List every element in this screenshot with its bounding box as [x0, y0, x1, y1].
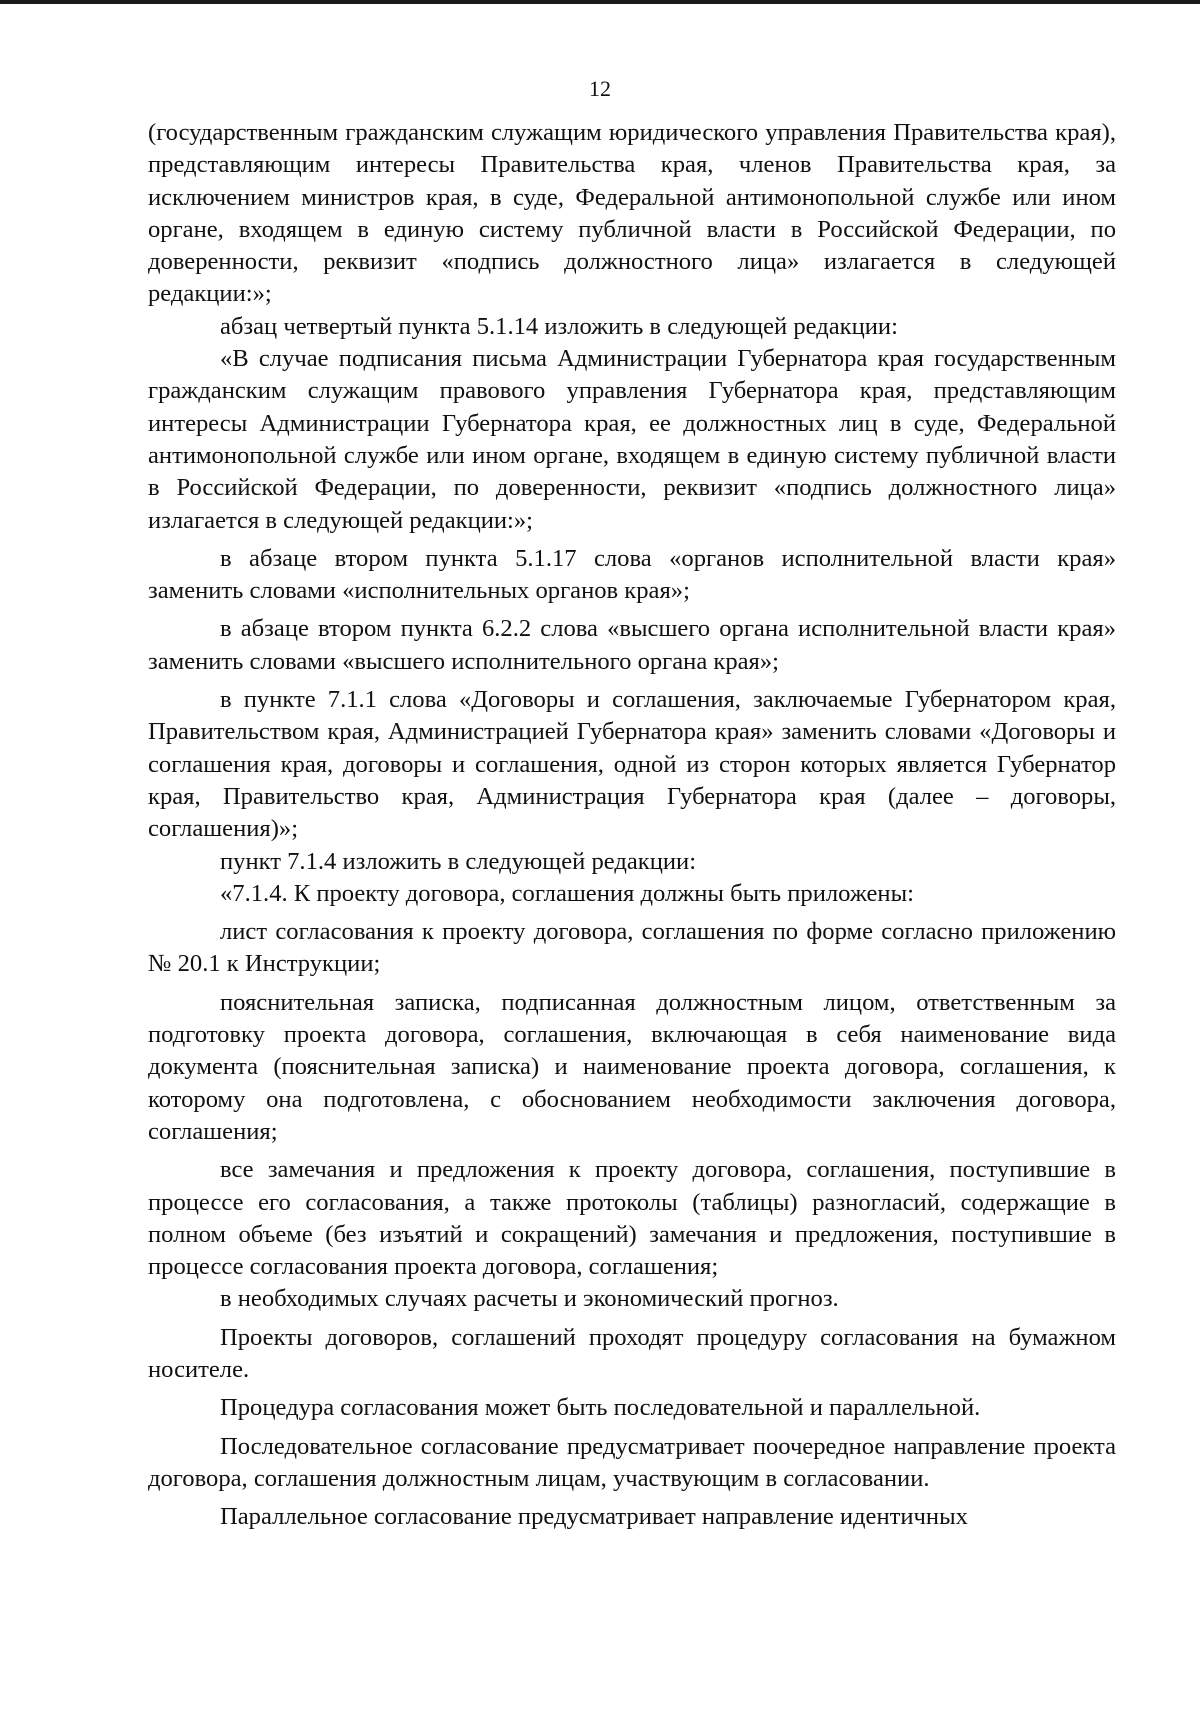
- paragraph: Параллельное согласование предусматривает направление идентичных: [220, 1503, 968, 1531]
- scan-top-edge: [0, 0, 1200, 4]
- paragraph-continuation: (государственным гражданским служащим юридического управления Правительства края), представляющим интересы Правительства края, членов Правительства края, за исключением министров края, в суде, Федеральной антимонопольной службе или ином органе, входящем в единую систему публичной власти в Российской Федерации, по доверенности, реквизит «подпись должностного лица» излагается в следующей редакции:»;: [148, 119, 1116, 308]
- paragraph: лист согласования к проекту договора, соглашения по форме согласно приложению № 20.1 к Инструкции;: [148, 918, 1116, 978]
- document-body: [148, 117, 1116, 1533]
- paragraph: пункт 7.1.4 изложить в следующей редакции:: [220, 847, 697, 875]
- paragraph: в абзаце втором пункта 6.2.2 слова «высшего органа исполнительной власти края» заменить словами «высшего исполнительного органа края»;: [148, 615, 1116, 675]
- paragraph: «7.1.4. К проекту договора, соглашения должны быть приложены:: [220, 879, 914, 907]
- paragraph: все замечания и предложения к проекту договора, соглашения, поступившие в процессе его согласования, а также протоколы (таблицы) разногласий, содержащие в полном объеме (без изъятий и сокращений) замечания и предложения, поступившие в процессе согласования проекта договора, соглашения;: [148, 1156, 1116, 1281]
- paragraph: в пункте 7.1.1 слова «Договоры и соглашения, заключаемые Губернатором края, Правительством края, Администрацией Губернатора края» заменить словами «Договоры и соглашения края, договоры и соглашения, одной из сторон которых является Губернатор края, Правительство края, Администрация Губернатора края (далее – договоры, соглашения)»;: [148, 686, 1116, 843]
- paragraph: абзац четвертый пункта 5.1.14 изложить в следующей редакции:: [220, 312, 898, 340]
- paragraph: пояснительная записка, подписанная должностным лицом, ответственным за подготовку проекта договора, соглашения, включающая в себя наименование вида документа (пояснительная записка) и наименование проекта договора, соглашения, к которому она подготовлена, с обоснованием необходимости заключения договора, соглашения;: [148, 988, 1116, 1145]
- paragraph: «В случае подписания письма Администрации Губернатора края государственным гражданским служащим правового управления Губернатора края, представляющим интересы Администрации Губернатора края, ее должностных лиц в суде, Федеральной антимонопольной службе или ином органе, входящем в единую систему публичной власти в Российской Федерации, по доверенности, реквизит «подпись должностного лица» излагается в следующей редакции:»;: [148, 345, 1116, 534]
- paragraph: в необходимых случаях расчеты и экономический прогноз.: [220, 1285, 839, 1313]
- paragraph: в абзаце втором пункта 5.1.17 слова «органов исполнительной власти края» заменить словами «исполнительных органов края»;: [148, 544, 1116, 605]
- paragraph: Процедура согласования может быть последовательной и параллельной.: [220, 1394, 981, 1422]
- paragraph: Последовательное согласование предусматривает поочередное направление проекта договора, соглашения должностным лицам, участвующим в согласовании.: [148, 1432, 1116, 1492]
- paragraph: Проекты договоров, соглашений проходят процедуру согласования на бумажном носителе.: [148, 1323, 1116, 1383]
- page-number: 12: [589, 76, 611, 101]
